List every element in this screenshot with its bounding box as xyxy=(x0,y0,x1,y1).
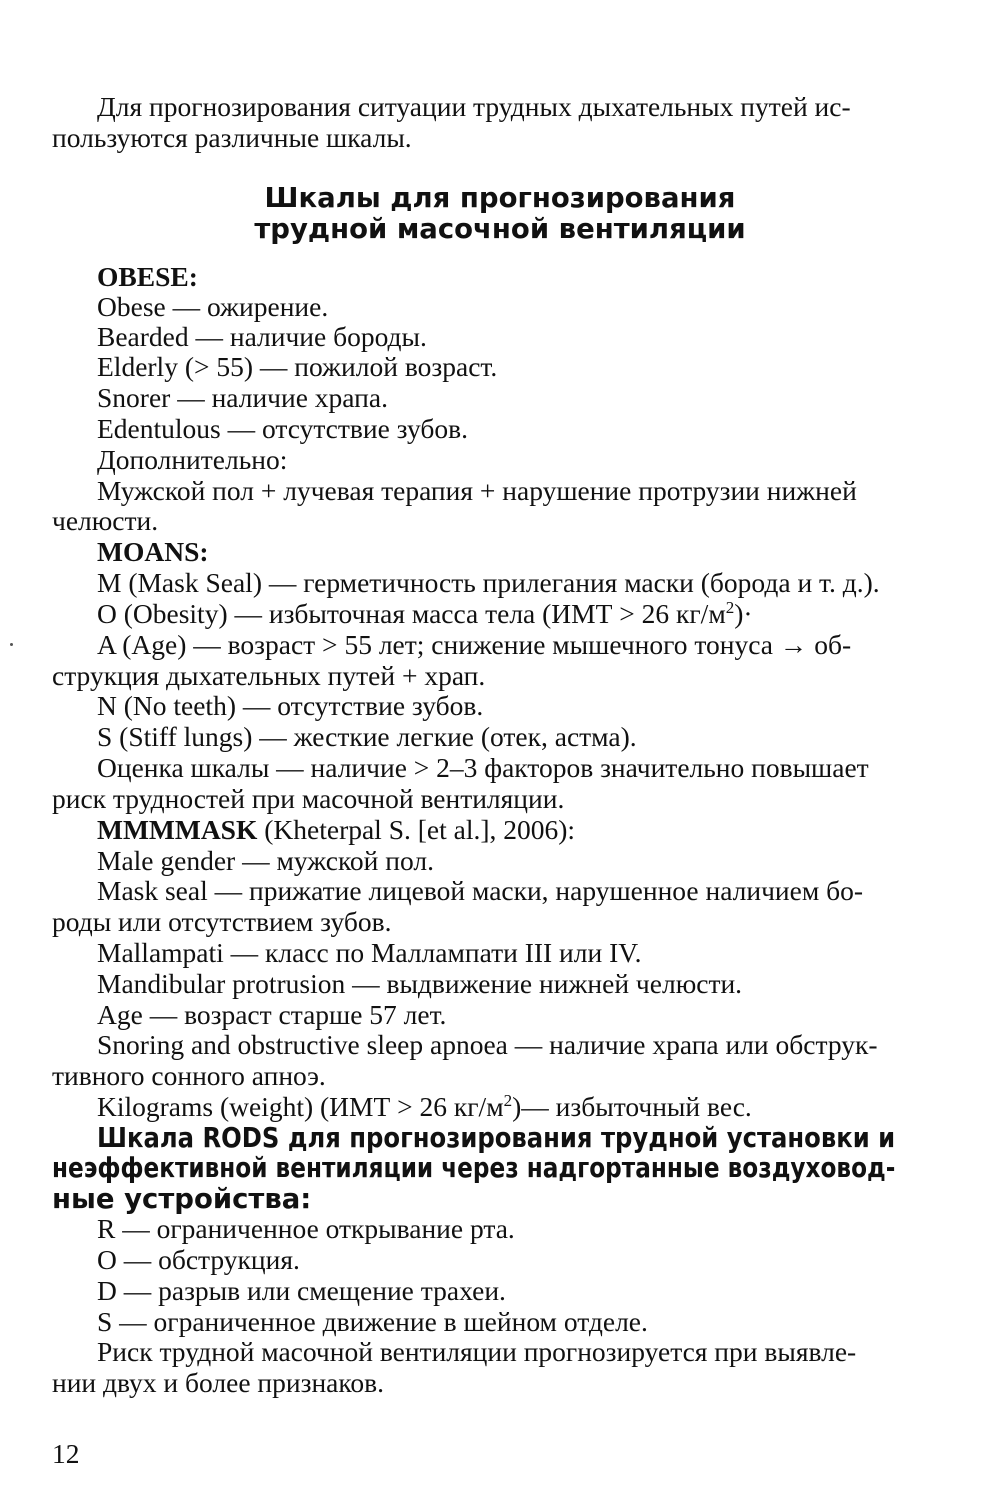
mmmmask-heading xyxy=(97,815,575,845)
obese-extra-label: Дополнительно: xyxy=(97,444,288,475)
moans-item-o-text: O (Obesity) — избыточная масса тела (ИМТ > 26 кг/м xyxy=(97,598,726,629)
mmmmask-item-kilograms-text: Kilograms (weight) (ИМТ > 26 кг/м xyxy=(97,1091,504,1122)
rods-title-line-3: ные устройства: xyxy=(52,1183,312,1215)
rods-title-line-1: Шкала RODS для прогнозирования трудной установки и xyxy=(97,1122,896,1154)
moans-item-s: S (Stiff lungs) — жесткие легкие (отек, астма). xyxy=(97,721,637,752)
rods-item-d: D — разрыв или смещение трахеи. xyxy=(97,1275,506,1306)
moans-item-m: M (Mask Seal) — герметичность прилегания маски (борода и т. д.). xyxy=(97,567,880,598)
section-heading-line-2: трудной масочной вентиляции xyxy=(254,213,746,245)
obese-extra-line-2: челюсти. xyxy=(52,505,159,536)
moans-title: MOANS: xyxy=(97,536,209,567)
mmmmask-item-age: Age — возраст старше 57 лет. xyxy=(97,999,447,1030)
mmmmask-item-male: Male gender — мужской пол. xyxy=(97,845,434,876)
mmmmask-item-mallampati: Mallampati — класс по Маллампати III или IV. xyxy=(97,937,642,968)
intro-line-2: пользуются различные шкалы. xyxy=(52,122,412,153)
obese-item-edentulous: Edentulous — отсутствие зубов. xyxy=(97,413,468,444)
moans-item-o-end: )· xyxy=(734,598,753,629)
mmmmask-reference: (Kheterpal S. [et al.], 2006): xyxy=(257,814,576,845)
obese-item-obese: Obese — ожирение. xyxy=(97,291,329,322)
moans-item-n: N (No teeth) — отсутствие зубов. xyxy=(97,690,484,721)
superscript: 2 xyxy=(503,1090,513,1110)
moans-item-a-line-2: струкция дыхательных путей + храп. xyxy=(52,660,486,691)
intro-line-1: Для прогнозирования ситуации трудных дыхательных путей ис- xyxy=(97,91,851,122)
mmmmask-title: MMMMASK xyxy=(97,814,258,845)
rods-item-r: R — ограниченное открывание рта. xyxy=(97,1213,515,1244)
rods-item-o: O — обструкция. xyxy=(97,1244,300,1275)
obese-extra-line-1: Мужской пол + лучевая терапия + нарушение протрузии нижней xyxy=(97,475,857,506)
page-number: 12 xyxy=(52,1438,80,1469)
section-heading-line-1: Шкалы для прогнозирования xyxy=(264,182,736,214)
obese-item-snorer: Snorer — наличие храпа. xyxy=(97,382,388,413)
obese-item-bearded: Bearded — наличие бороды. xyxy=(97,321,427,352)
obese-title: OBESE: xyxy=(97,261,198,292)
moans-score-line-2: риск трудностей при масочной вентиляции. xyxy=(52,783,565,814)
mmmmask-item-kilograms-end: )— избыточный вес. xyxy=(512,1091,752,1122)
mmmmask-item-mask-line-1: Mask seal — прижатие лицевой маски, нарушенное наличием бо- xyxy=(97,875,864,906)
moans-item-a-line-1: A (Age) — возраст > 55 лет; снижение мышечного тонуса → об- xyxy=(97,629,852,660)
conclusion-line-2: нии двух и более признаков. xyxy=(52,1367,384,1398)
mmmmask-item-snoring-line-1: Snoring and obstructive sleep apnoea — наличие храпа или обструк- xyxy=(97,1029,878,1060)
rods-item-s: S — ограниченное движение в шейном отделе. xyxy=(97,1306,648,1337)
conclusion-line-1: Риск трудной масочной вентиляции прогнозируется при выявле- xyxy=(97,1336,857,1367)
obese-item-elderly: Elderly (> 55) — пожилой возраст. xyxy=(97,351,498,382)
mmmmask-item-kilograms xyxy=(97,1092,752,1122)
scan-speck xyxy=(10,643,13,646)
moans-score-line-1: Оценка шкалы — наличие > 2–3 факторов значительно повышает xyxy=(97,752,869,783)
moans-item-o xyxy=(97,599,753,629)
superscript: 2 xyxy=(725,597,735,617)
mmmmask-item-mask-line-2: роды или отсутствием зубов. xyxy=(52,906,392,937)
mmmmask-item-snoring-line-2: тивного сонного апноэ. xyxy=(52,1060,326,1091)
rods-title-line-2: неэффективной вентиляции через надгортанные воздуховод- xyxy=(52,1152,896,1184)
mmmmask-item-mandibular: Mandibular protrusion — выдвижение нижней челюсти. xyxy=(97,968,743,999)
